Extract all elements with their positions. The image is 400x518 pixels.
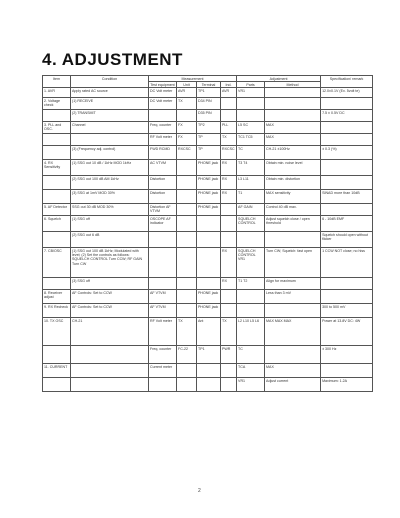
cell-test-equipment: AF VTVM bbox=[149, 290, 177, 304]
cell-unit bbox=[177, 304, 197, 318]
cell-test-equipment: DC Volt meter bbox=[149, 98, 177, 110]
table-row bbox=[43, 134, 373, 146]
cell-condition: (3) SSG off bbox=[71, 278, 149, 290]
cell-item: 1. AVR bbox=[43, 88, 71, 98]
cell-specification: 1 CCW NOT close; no hiss bbox=[321, 248, 373, 278]
cell-specification bbox=[321, 290, 373, 304]
cell-parts: TC bbox=[237, 346, 265, 364]
cell-unit bbox=[177, 160, 197, 176]
header-adjustment: Adjustment bbox=[237, 76, 321, 82]
cell-terminal: PHONE jack bbox=[197, 290, 221, 304]
cell-specification: ± 0.3 (%) bbox=[321, 146, 373, 160]
cell-terminal bbox=[197, 248, 221, 278]
header-terminal: Terminal bbox=[197, 82, 221, 88]
header-measurement: Measurement bbox=[149, 76, 237, 82]
header-method: Method bbox=[265, 82, 321, 88]
cell-method bbox=[265, 110, 321, 122]
header-unit: Unit bbox=[177, 82, 197, 88]
cell-specification bbox=[321, 176, 373, 190]
cell-specification: 6 - 10dB EMF bbox=[321, 216, 373, 232]
cell-test-equipment bbox=[149, 378, 177, 392]
cell-parts bbox=[237, 232, 265, 248]
cell-item: 4. RX Sensitivity bbox=[43, 160, 71, 176]
cell-unit: TX bbox=[177, 98, 197, 110]
cell-ind: RXCSC bbox=[221, 146, 237, 160]
cell-unit: FC-22 bbox=[177, 346, 197, 364]
cell-method: Less than 3 mV bbox=[265, 290, 321, 304]
cell-parts: AF GAIN bbox=[237, 204, 265, 216]
header-ind: Ind. bbox=[221, 82, 237, 88]
cell-method bbox=[265, 232, 321, 248]
cell-parts: TC bbox=[237, 146, 265, 160]
cell-terminal: TP1 bbox=[197, 346, 221, 364]
cell-item bbox=[43, 346, 71, 364]
cell-test-equipment: RF Volt meter bbox=[149, 134, 177, 146]
cell-terminal: PHONE jack bbox=[197, 304, 221, 318]
cell-condition: Apply rated AC source bbox=[71, 88, 149, 98]
cell-specification bbox=[321, 364, 373, 378]
cell-method: Adjust squelch close / open threshold bbox=[265, 216, 321, 232]
cell-method: Turn CW; Squelch: fast open bbox=[265, 248, 321, 278]
cell-parts: L3 L11 bbox=[237, 176, 265, 190]
header-item: Item bbox=[43, 76, 71, 88]
cell-specification: Power at 13.8V DC: 4W bbox=[321, 318, 373, 346]
cell-parts: VR1 bbox=[237, 378, 265, 392]
cell-method: MAX sensitivity bbox=[265, 190, 321, 204]
table-row bbox=[43, 304, 373, 318]
cell-parts: T1 bbox=[237, 190, 265, 204]
cell-unit: FX bbox=[177, 134, 197, 146]
cell-condition: Channel bbox=[71, 122, 149, 134]
cell-item bbox=[43, 232, 71, 248]
cell-specification bbox=[321, 278, 373, 290]
cell-test-equipment: AF VTVM bbox=[149, 304, 177, 318]
cell-terminal: D35 PIN bbox=[197, 110, 221, 122]
cell-test-equipment: Freq. counter bbox=[149, 122, 177, 134]
cell-specification: 7.5 ± 0.5V DC bbox=[321, 110, 373, 122]
cell-parts: T1 T2 bbox=[237, 278, 265, 290]
table-row bbox=[43, 98, 373, 110]
cell-method: MAX bbox=[265, 364, 321, 378]
cell-parts: TC1 TC5 bbox=[237, 134, 265, 146]
cell-item bbox=[43, 176, 71, 190]
cell-terminal: TP2 bbox=[197, 122, 221, 134]
cell-specification bbox=[321, 160, 373, 176]
cell-terminal: PHONE jack bbox=[197, 160, 221, 176]
table-row bbox=[43, 346, 373, 364]
cell-item: 11. CURRENT bbox=[43, 364, 71, 378]
cell-item bbox=[43, 110, 71, 122]
cell-condition: (1) SSG off bbox=[71, 216, 149, 232]
cell-specification bbox=[321, 204, 373, 216]
cell-terminal: TP bbox=[197, 134, 221, 146]
cell-specification: ± 300 Hz bbox=[321, 346, 373, 364]
cell-terminal: TP bbox=[197, 146, 221, 160]
cell-ind bbox=[221, 378, 237, 392]
cell-parts bbox=[237, 110, 265, 122]
cell-specification: SINAD more than 10dB bbox=[321, 190, 373, 204]
cell-ind: RX bbox=[221, 160, 237, 176]
cell-condition bbox=[71, 134, 149, 146]
cell-test-equipment: Current meter bbox=[149, 364, 177, 378]
cell-ind bbox=[221, 232, 237, 248]
cell-ind: PLL bbox=[221, 122, 237, 134]
cell-condition: (2) SSG out 6 dB bbox=[71, 232, 149, 248]
cell-unit bbox=[177, 248, 197, 278]
cell-method bbox=[265, 88, 321, 98]
cell-test-equipment: Distortion AF VTVM bbox=[149, 204, 177, 216]
cell-specification: 300 to 500 mV bbox=[321, 304, 373, 318]
cell-item: 8. Receiver adjust bbox=[43, 290, 71, 304]
cell-test-equipment bbox=[149, 248, 177, 278]
cell-ind: RX bbox=[221, 190, 237, 204]
cell-parts: SQUELCH CONTROL bbox=[237, 216, 265, 232]
cell-method: Control 40 dB max. bbox=[265, 204, 321, 216]
cell-method bbox=[265, 346, 321, 364]
cell-condition: (1) SSG out 10 dB / 1kHz MOD 1kHz bbox=[71, 160, 149, 176]
cell-terminal bbox=[197, 278, 221, 290]
cell-item bbox=[43, 134, 71, 146]
cell-item: 5. AF Detector bbox=[43, 204, 71, 216]
table-row bbox=[43, 290, 373, 304]
cell-condition: SSG out 30 dB MOD 30% bbox=[71, 204, 149, 216]
cell-ind bbox=[221, 204, 237, 216]
table-row bbox=[43, 216, 373, 232]
table-header bbox=[43, 76, 373, 88]
cell-terminal: D34 PIN bbox=[197, 98, 221, 110]
cell-item: 7. CB/OSC bbox=[43, 248, 71, 278]
table-row bbox=[43, 146, 373, 160]
cell-test-equipment: OSCOPE AF indicator bbox=[149, 216, 177, 232]
cell-ind bbox=[221, 304, 237, 318]
cell-unit: TX bbox=[177, 318, 197, 346]
cell-unit bbox=[177, 232, 197, 248]
cell-ind: AVR bbox=[221, 88, 237, 98]
cell-condition: (2) SSG out 100 dB AM 1kHz bbox=[71, 176, 149, 190]
cell-ind: PWR bbox=[221, 346, 237, 364]
cell-test-equipment bbox=[149, 232, 177, 248]
cell-ind bbox=[221, 290, 237, 304]
cell-unit bbox=[177, 278, 197, 290]
cell-terminal: Ant bbox=[197, 318, 221, 346]
header-specification: Specification/ remark bbox=[321, 76, 373, 88]
table-row bbox=[43, 248, 373, 278]
cell-item: 10. TX OSC bbox=[43, 318, 71, 346]
cell-terminal bbox=[197, 232, 221, 248]
table-row bbox=[43, 318, 373, 346]
cell-terminal: TP1 bbox=[197, 88, 221, 98]
cell-terminal bbox=[197, 364, 221, 378]
cell-unit bbox=[177, 204, 197, 216]
cell-parts: L2 L10 L5 L6 bbox=[237, 318, 265, 346]
cell-method: MAX MAX MAX bbox=[265, 318, 321, 346]
cell-parts bbox=[237, 98, 265, 110]
cell-method bbox=[265, 98, 321, 110]
cell-ind: RX bbox=[221, 278, 237, 290]
cell-item: 3. PLL and OSC. bbox=[43, 122, 71, 134]
header-test-equipment: Test equipment bbox=[150, 82, 175, 87]
cell-ind: TX bbox=[221, 318, 237, 346]
cell-ind bbox=[221, 110, 237, 122]
cell-method: Adjust current bbox=[265, 378, 321, 392]
header-parts: Parts bbox=[237, 82, 265, 88]
cell-specification: Maximum: 1.2A bbox=[321, 378, 373, 392]
cell-specification bbox=[321, 122, 373, 134]
cell-unit bbox=[177, 190, 197, 204]
cell-parts: T3 T4 bbox=[237, 160, 265, 176]
cell-unit bbox=[177, 176, 197, 190]
table-row bbox=[43, 88, 373, 98]
cell-parts: SQUELCH CONTROL VR1 bbox=[237, 248, 265, 278]
cell-test-equipment bbox=[149, 110, 177, 122]
cell-test-equipment: RF Volt meter bbox=[149, 318, 177, 346]
page-title: 4. ADJUSTMENT bbox=[42, 50, 183, 69]
cell-unit: FX bbox=[177, 122, 197, 134]
page-number: 2 bbox=[198, 488, 201, 494]
cell-parts: L5 SC bbox=[237, 122, 265, 134]
cell-test-equipment: Freq. counter bbox=[149, 346, 177, 364]
cell-specification: 12.0±0.1V (Ex. 5volt te) bbox=[321, 88, 373, 98]
cell-test-equipment: DC Volt meter bbox=[149, 88, 177, 98]
cell-test-equipment: AC VTVM bbox=[149, 160, 177, 176]
cell-condition bbox=[71, 346, 149, 364]
cell-condition: (3) (Frequency adj. control) bbox=[71, 146, 149, 160]
cell-condition: (1) RECEIVE bbox=[71, 98, 149, 110]
cell-method: CH-21 ±100Hz bbox=[265, 146, 321, 160]
cell-condition: AF Controls: Set to CCW bbox=[71, 304, 149, 318]
table-body bbox=[43, 88, 373, 392]
cell-item: 9. RX Recheck bbox=[43, 304, 71, 318]
cell-item bbox=[43, 146, 71, 160]
cell-ind bbox=[221, 98, 237, 110]
cell-condition: (3) SSG at 1mV MOD 30% bbox=[71, 190, 149, 204]
cell-terminal: PHONE jack bbox=[197, 204, 221, 216]
cell-method: Obtain min. noise level bbox=[265, 160, 321, 176]
cell-terminal: PHONE jack bbox=[197, 176, 221, 190]
cell-unit bbox=[177, 290, 197, 304]
cell-item: 2. Voltage check bbox=[43, 98, 71, 110]
table-row bbox=[43, 110, 373, 122]
table-row bbox=[43, 232, 373, 248]
cell-method: MAX bbox=[265, 122, 321, 134]
cell-specification bbox=[321, 134, 373, 146]
cell-parts: VR1 bbox=[237, 88, 265, 98]
cell-condition: (2) TRANSMIT bbox=[71, 110, 149, 122]
cell-method: Align for maximum bbox=[265, 278, 321, 290]
cell-ind: RX bbox=[221, 248, 237, 278]
cell-ind: RX bbox=[221, 176, 237, 190]
cell-condition bbox=[71, 378, 149, 392]
cell-terminal: PHONE jack bbox=[197, 190, 221, 204]
cell-item bbox=[43, 190, 71, 204]
cell-unit: AVR bbox=[177, 88, 197, 98]
cell-terminal bbox=[197, 378, 221, 392]
cell-test-equipment: Distortion bbox=[149, 190, 177, 204]
cell-condition bbox=[71, 364, 149, 378]
cell-specification: Squelch should open without flicker bbox=[321, 232, 373, 248]
table-row bbox=[43, 204, 373, 216]
cell-item bbox=[43, 378, 71, 392]
cell-parts bbox=[237, 304, 265, 318]
cell-ind bbox=[221, 216, 237, 232]
cell-test-equipment: FWD RCMD bbox=[149, 146, 177, 160]
cell-specification bbox=[321, 98, 373, 110]
table-row bbox=[43, 364, 373, 378]
cell-test-equipment: Distortion bbox=[149, 176, 177, 190]
cell-unit bbox=[177, 364, 197, 378]
cell-item bbox=[43, 278, 71, 290]
cell-parts bbox=[237, 290, 265, 304]
cell-unit bbox=[177, 378, 197, 392]
cell-test-equipment bbox=[149, 278, 177, 290]
cell-condition: CH-21 bbox=[71, 318, 149, 346]
table-row bbox=[43, 278, 373, 290]
table-row bbox=[43, 378, 373, 392]
cell-method: MAX bbox=[265, 134, 321, 146]
table-row bbox=[43, 160, 373, 176]
cell-condition: (1) SSG out 100 dB 1kHz; Modulated with level; (2) Set the controls as follows: SQUELCH CONTROL Turn CCW; RF GAIN Turn CW bbox=[71, 248, 149, 278]
header-condition: Condition bbox=[71, 76, 149, 88]
cell-unit bbox=[177, 110, 197, 122]
cell-parts: TCA bbox=[237, 364, 265, 378]
cell-method bbox=[265, 304, 321, 318]
cell-item: 6. Squelch bbox=[43, 216, 71, 232]
cell-unit bbox=[177, 216, 197, 232]
table-row bbox=[43, 190, 373, 204]
table-row bbox=[43, 122, 373, 134]
cell-ind: TX bbox=[221, 134, 237, 146]
cell-condition: AF Controls: Set to CCW bbox=[71, 290, 149, 304]
adjustment-table bbox=[42, 75, 373, 392]
cell-method: Obtain min. distortion bbox=[265, 176, 321, 190]
table-row bbox=[43, 176, 373, 190]
cell-terminal bbox=[197, 216, 221, 232]
cell-ind bbox=[221, 364, 237, 378]
cell-unit: RXCSC bbox=[177, 146, 197, 160]
